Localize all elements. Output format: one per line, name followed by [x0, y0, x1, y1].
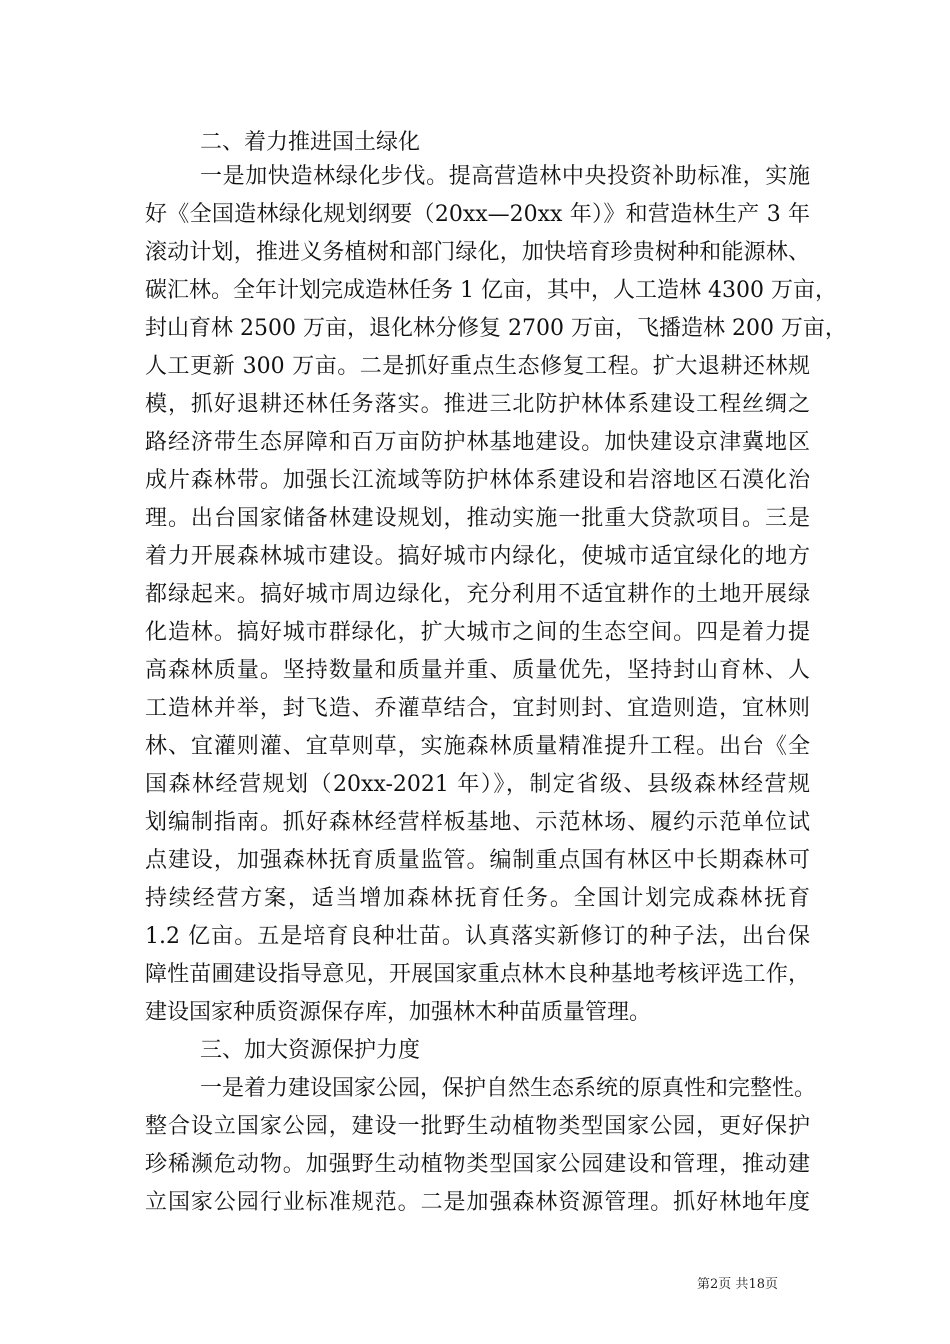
paragraph-line: 封山育林 2500 万亩，退化林分修复 2700 万亩，飞播造林 200 万亩， [145, 316, 847, 341]
paragraph-line: 碳汇林。全年计划完成造林任务 1 亿亩，其中，人工造林 4300 万亩， [145, 278, 837, 303]
paragraph-line: 都绿起来。搞好城市周边绿化，充分利用不适宜耕作的土地开展绿 [145, 582, 810, 607]
paragraph-line: 林、宜灌则灌、宜草则草，实施森林质量精准提升工程。出台《全 [145, 734, 810, 759]
paragraph-line: 点建设，加强森林抚育质量监管。编制重点国有林区中长期森林可 [145, 848, 810, 873]
paragraph-line: 一是加快造林绿化步伐。提高营造林中央投资补助标准，实施 [200, 164, 810, 189]
paragraph-line: 理。出台国家储备林建设规划，推动实施一批重大贷款项目。三是 [145, 506, 810, 531]
paragraph-line: 路经济带生态屏障和百万亩防护林基地建设。加快建设京津冀地区 [145, 430, 810, 455]
paragraph-line: 模，抓好退耕还林任务落实。推进三北防护林体系建设工程丝绸之 [145, 392, 810, 417]
paragraph-line: 成片森林带。加强长江流域等防护林体系建设和岩溶地区石漠化治 [145, 468, 810, 493]
paragraph-line: 整合设立国家公园，建设一批野生动植物类型国家公园，更好保护 [145, 1114, 810, 1139]
paragraph-line: 滚动计划，推进义务植树和部门绿化，加快培育珍贵树种和能源林、 [145, 240, 810, 265]
paragraph-line: 高森林质量。坚持数量和质量并重、质量优先，坚持封山育林、人 [145, 658, 810, 683]
page-footer [697, 1277, 778, 1293]
paragraph-line: 1.2 亿亩。五是培育良种壮苗。认真落实新修订的种子法，出台保 [145, 924, 810, 949]
paragraph-line: 持续经营方案，适当增加森林抚育任务。全国计划完成森林抚育 [145, 886, 810, 911]
footer-page-number: 2 [710, 1277, 719, 1292]
paragraph-line: 化造林。搞好城市群绿化，扩大城市之间的生态空间。四是着力提 [145, 620, 810, 645]
paragraph-line: 建设国家种质资源保存库，加强林木种苗质量管理。 [145, 1000, 652, 1025]
footer-middle: 页 共 [718, 1277, 749, 1292]
paragraph-line: 一是着力建设国家公园，保护自然生态系统的原真性和完整性。 [200, 1076, 817, 1101]
section-heading-3: 三、加大资源保护力度 [200, 1038, 421, 1063]
paragraph-line: 着力开展森林城市建设。搞好城市内绿化，使城市适宜绿化的地方 [145, 544, 810, 569]
paragraph-line: 障性苗圃建设指导意见，开展国家重点林木良种基地考核评选工作， [145, 962, 810, 987]
paragraph-line: 工造林并举，封飞造、乔灌草结合，宜封则封、宜造则造，宜林则 [145, 696, 810, 721]
paragraph-line: 珍稀濒危动物。加强野生动植物类型国家公园建设和管理，推动建 [145, 1152, 810, 1177]
footer-total-pages: 18 [748, 1277, 765, 1292]
footer-suffix: 页 [764, 1277, 778, 1292]
paragraph-line: 人工更新 300 万亩。二是抓好重点生态修复工程。扩大退耕还林规 [145, 354, 810, 379]
paragraph-line: 划编制指南。抓好森林经营样板基地、示范林场、履约示范单位试 [145, 810, 810, 835]
paragraph-line: 好《全国造林绿化规划纲要（20xx—20xx 年）》和营造林生产 3 年 [145, 202, 810, 227]
footer-prefix: 第 [697, 1277, 711, 1292]
paragraph-line: 立国家公园行业标准规范。二是加强森林资源管理。抓好林地年度 [145, 1190, 810, 1215]
paragraph-line: 国森林经营规划（20xx-2021 年）》，制定省级、县级森林经营规 [145, 772, 810, 797]
section-heading-2: 二、着力推进国土绿化 [200, 130, 421, 155]
